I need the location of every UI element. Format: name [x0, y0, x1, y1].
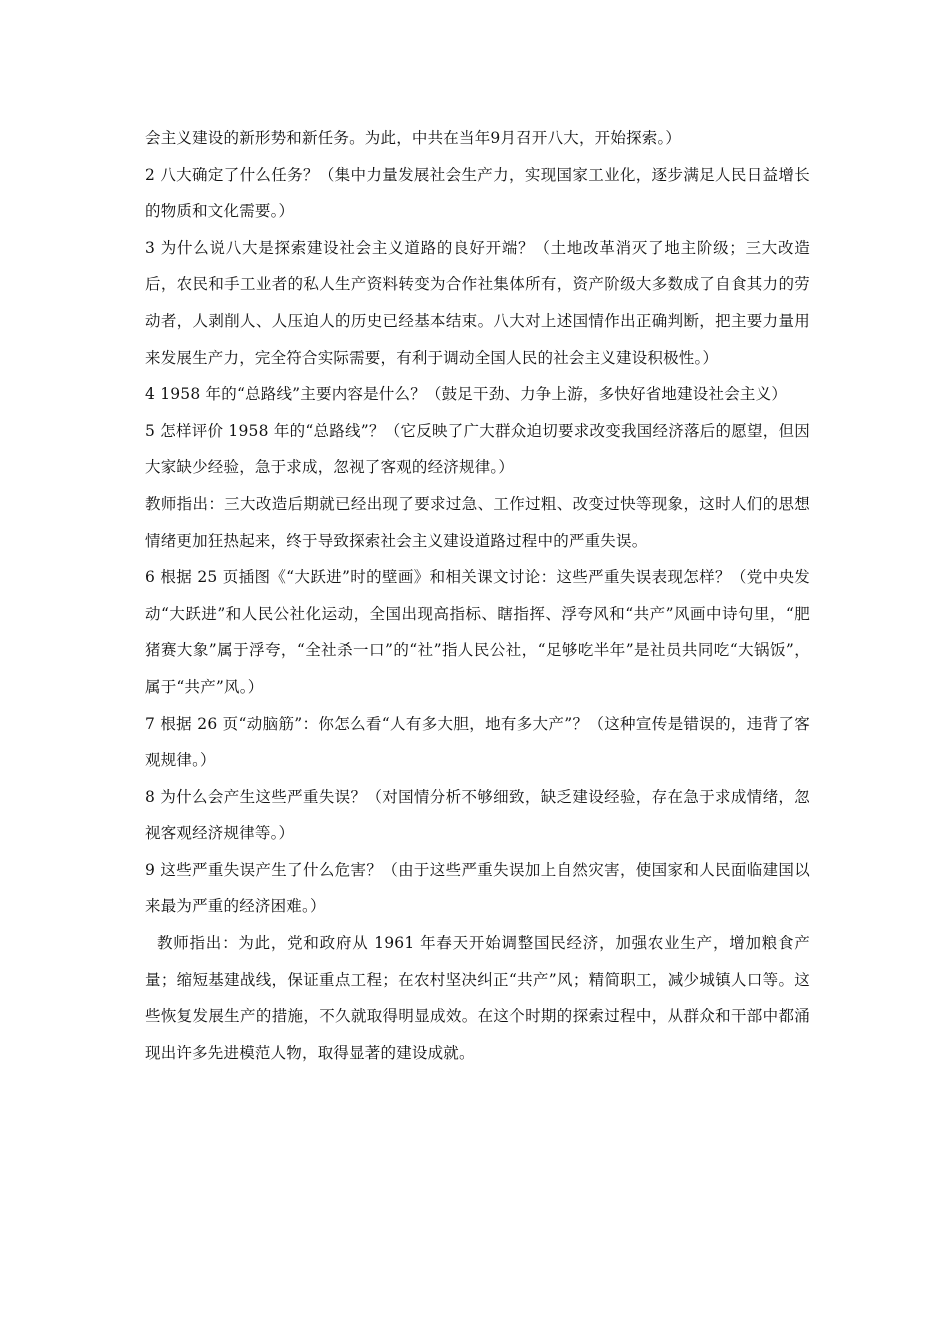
teacher-note-1: 教师指出：三大改造后期就已经出现了要求过急、工作过粗、改变过快等现象，这时人们的思想情绪更加狂热起来，终于导致探索社会主义建设道路过程中的严重失误。 — [145, 494, 810, 550]
document-body — [145, 120, 810, 1071]
teacher-note-2: 教师指出：为此，党和政府从 1961 年春天开始调整国民经济，加强农业生产，增加粮食产量；缩短基建战线，保证重点工程；在农村坚决纠正“共产”风；精简职工，减少城镇人口等。这些恢复发展生产的措施，不久就取得明显成效。在这个时期的探索过程中，从群众和干部中都涌现出许多先进模范人物，取得显著的建设成就。 — [145, 934, 810, 1062]
question-6: 6 根据 25 页插图《“大跃进”时的壁画》和相关课文讨论：这些严重失误表现怎样？（党中央发动“大跃进”和人民公社化运动，全国出现高指标、瞎指挥、浮夸风和“共产”风画中诗句里，“肥猪赛大象”属于浮夸，“全社杀一口”的“社”指人民公社，“足够吃半年”是社员共同吃“大锅饭”，属于“共产”风。） — [145, 568, 810, 696]
paragraph-continuation: 会主义建设的新形势和新任务。为此，中共在当年9月召开八大，开始探索。） — [145, 129, 682, 147]
question-5: 5 怎样评价 1958 年的“总路线”？（它反映了广大群众迫切要求改变我国经济落后的愿望，但因大家缺少经验，急于求成，忽视了客观的经济规律。） — [145, 421, 810, 477]
question-9: 9 这些严重失误产生了什么危害？（由于这些严重失误加上自然灾害，使国家和人民面临建国以来最为严重的经济困难。） — [145, 860, 810, 916]
question-2: 2 八大确定了什么任务？（集中力量发展社会生产力，实现国家工业化，逐步满足人民日益增长的物质和文化需要。） — [145, 165, 810, 221]
question-8: 8 为什么会产生这些严重失误？（对国情分析不够细致，缺乏建设经验，存在急于求成情绪，忽视客观经济规律等。） — [145, 787, 810, 843]
question-7: 7 根据 26 页“动脑筋”：你怎么看“人有多大胆，地有多大产”？（这种宣传是错误的，违背了客观规律。） — [145, 714, 810, 770]
question-4: 4 1958 年的“总路线”主要内容是什么？（鼓足干劲、力争上游，多快好省地建设社会主义） — [145, 385, 788, 404]
question-3: 3 为什么说八大是探索建设社会主义道路的良好开端？（土地改革消灭了地主阶级；三大改造后，农民和手工业者的私人生产资料转变为合作社集体所有，资产阶级大多数成了自食其力的劳动者，人剥削人、人压迫人的历史已经基本结束。八大对上述国情作出正确判断，把主要力量用来发展生产力，完全符合实际需要，有利于调动全国人民的社会主义建设积极性。） — [145, 238, 810, 367]
